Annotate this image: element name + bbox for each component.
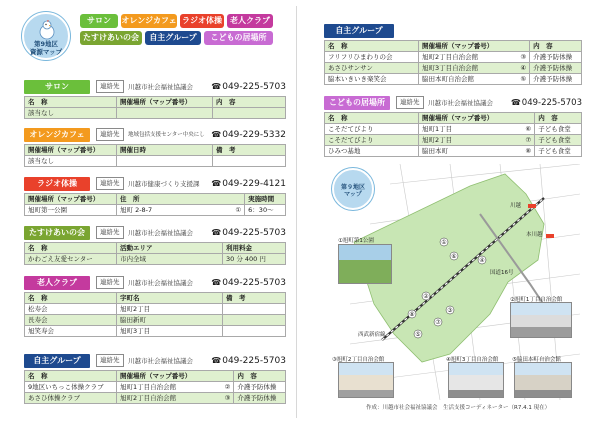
- table-cell: 介護予防体操: [234, 393, 286, 404]
- senior-club-title: 老人クラブ: [24, 276, 90, 290]
- col-header: 開催場所（マップ番号）: [419, 41, 530, 52]
- credit-line: 作成：川越市社会福祉協議会 生活支援コーディネーター（R7.4.1 現在）: [366, 405, 551, 411]
- radio-exercise-table: [24, 193, 286, 216]
- col-header: 備 考: [213, 145, 286, 156]
- phone-icon: ☎: [211, 278, 222, 287]
- mutual-aid-title: たすけあいの会: [24, 226, 90, 240]
- col-header: 字町名: [117, 293, 223, 304]
- map-number: ③: [517, 52, 529, 63]
- table-cell: 旭町2丁目: [117, 304, 223, 315]
- senior-club-phone: ☎049-225-5703: [211, 278, 286, 288]
- svg-text:④: ④: [479, 257, 485, 264]
- salon-section: [24, 80, 286, 119]
- table-cell: [223, 315, 286, 326]
- table-cell: こそだてびより: [325, 135, 419, 146]
- table-cell: [213, 156, 286, 167]
- table-cell: 6：30～: [245, 205, 286, 216]
- contact-label: 連絡先: [96, 276, 124, 289]
- svg-text:②: ②: [423, 293, 429, 300]
- phone-icon: ☎: [211, 356, 222, 365]
- table-cell: 介護予防体操: [530, 52, 582, 63]
- table-cell: あさひ体操クラブ: [25, 393, 117, 404]
- kids-place-section: [324, 96, 582, 157]
- table-cell: 9地区いちっこ体操クラブ: [25, 382, 117, 393]
- photo-label: ⑤脇田本町自治会館: [512, 357, 561, 363]
- self-help-group-title: 自主グループ: [24, 354, 90, 368]
- salon-table: [24, 96, 286, 119]
- orange-cafe-phone: ☎049-229-5332: [211, 130, 286, 140]
- mutual-aid-phone: ☎049-225-5703: [211, 228, 286, 238]
- phone-icon: ☎: [211, 228, 222, 237]
- table-cell: かわごえ友愛センター: [25, 254, 117, 265]
- road-label: 国道16号: [490, 270, 514, 276]
- table-cell: 子ども食堂: [535, 124, 582, 135]
- chip-radio-exercise: ラジオ体操: [180, 14, 224, 28]
- station-label: 川越: [510, 203, 522, 209]
- table-cell: 旭町2丁目自治会館: [419, 52, 518, 63]
- map-badge: [332, 168, 374, 210]
- table-cell: 旭笑寿会: [25, 326, 117, 337]
- bird-mascot-icon: [38, 20, 56, 40]
- chip-orange-cafe: オレンジカフェ: [121, 14, 177, 28]
- salon-org: 川越市社会福祉協議会: [128, 83, 193, 91]
- kids-place-title: こどもの居場所: [324, 96, 390, 110]
- col-header: 住 所: [117, 194, 245, 205]
- table-cell: こそだてびより: [325, 124, 419, 135]
- station-label: 本川越: [526, 232, 543, 238]
- mutual-aid-table: [24, 242, 286, 265]
- col-header: 活動エリア: [117, 243, 223, 254]
- table-cell: 市内全域: [117, 254, 223, 265]
- table-cell: 脇田本町: [419, 146, 523, 157]
- col-header: 内 容: [535, 113, 582, 124]
- radio-exercise-section: [24, 177, 286, 216]
- table-cell: 子ども食堂: [535, 135, 582, 146]
- col-header: 名 称: [25, 293, 117, 304]
- photo-hall-4: [514, 362, 572, 398]
- kids-place-phone: ☎049-225-5703: [510, 98, 582, 108]
- orange-cafe-section: [24, 128, 286, 167]
- table-cell: [223, 326, 286, 337]
- table-cell: 脇田本町自治会館: [419, 74, 518, 85]
- col-header: 開催場所（マップ番号）: [25, 194, 117, 205]
- self-help-group-table: [24, 370, 286, 404]
- table-cell: [213, 108, 286, 119]
- table-cell: [223, 304, 286, 315]
- orange-cafe-table: [24, 144, 286, 167]
- phone-icon: ☎: [211, 130, 222, 139]
- col-header: 開催場所（マップ番号）: [117, 371, 234, 382]
- photo-label: ②旭町1丁目自治会館: [510, 297, 563, 303]
- radio-exercise-phone: ☎049-229-4121: [211, 179, 286, 189]
- contact-label: 連絡先: [96, 226, 124, 239]
- self-help-group-right-table: [324, 40, 582, 85]
- table-cell: 旭町3丁目自治会館: [419, 63, 518, 74]
- map-badge-title: 第９地区 マップ: [340, 184, 365, 198]
- col-header: 利用料金: [223, 243, 286, 254]
- svg-text:⑤: ⑤: [415, 331, 421, 338]
- map-number: ④: [517, 63, 529, 74]
- kids-place-org: 川越市社会福祉協議会: [428, 99, 493, 107]
- district-map: [330, 164, 580, 400]
- photo-label: ①旭町第1公園: [338, 238, 374, 244]
- table-cell: 介護予防体操: [530, 63, 582, 74]
- col-header: 名 称: [25, 243, 117, 254]
- table-cell: 旭町第一公園: [25, 205, 117, 216]
- kids-place-table: [324, 112, 582, 157]
- table-cell: 松寿会: [25, 304, 117, 315]
- col-header: 開催場所（マップ番号）: [419, 113, 535, 124]
- col-header: 名 称: [25, 97, 117, 108]
- radio-exercise-title: ラジオ体操: [24, 177, 90, 191]
- self-help-group-org: 川越市社会福祉協議会: [128, 357, 193, 365]
- col-header: 実施時間: [245, 194, 286, 205]
- table-cell: 旭町2丁目: [419, 135, 523, 146]
- table-cell: 該当なし: [25, 108, 117, 119]
- self-help-group-phone: ☎049-225-5703: [211, 356, 286, 366]
- phone-icon: ☎: [510, 98, 521, 107]
- col-header: 開催日時: [117, 145, 213, 156]
- col-header: 内 容: [213, 97, 286, 108]
- self-help-group-right-title: 自主グループ: [324, 24, 394, 38]
- contact-label: 連絡先: [396, 96, 424, 109]
- table-cell: 旭町 2-8-7: [117, 205, 233, 216]
- table-cell: 脇田新町: [117, 315, 223, 326]
- chip-kids-place: こどもの居場所: [204, 31, 273, 45]
- senior-club-org: 川越市社会福祉協議会: [128, 279, 193, 287]
- map-number: ⑥: [522, 124, 534, 135]
- photo-hall-2: [338, 362, 394, 398]
- col-header: 内 容: [234, 371, 286, 382]
- svg-text:①: ①: [441, 239, 447, 246]
- photo-hall-3: [448, 362, 504, 398]
- contact-label: 連絡先: [96, 80, 124, 93]
- table-cell: 子ども食堂: [535, 146, 582, 157]
- col-header: 開催場所（マップ番号）: [25, 145, 117, 156]
- table-cell: フリフリひまわりの会: [325, 52, 419, 63]
- contact-label: 連絡先: [96, 177, 124, 190]
- page-fold: [296, 6, 297, 418]
- mutual-aid-section: [24, 226, 286, 265]
- table-cell: 該当なし: [25, 156, 117, 167]
- phone-icon: ☎: [211, 82, 222, 91]
- map-number: ③: [222, 393, 234, 404]
- table-cell: 旭町1丁目: [419, 124, 523, 135]
- table-cell: 旭町1丁目自治会館: [117, 382, 222, 393]
- salon-title: サロン: [24, 80, 90, 94]
- svg-text:⑥: ⑥: [451, 253, 457, 260]
- photo-label: ③旭町2丁目自治会館: [332, 357, 385, 363]
- map-number: ②: [222, 382, 234, 393]
- table-cell: [117, 156, 213, 167]
- phone-icon: ☎: [211, 179, 222, 188]
- radio-exercise-org: 川越市健康づくり支援課: [128, 180, 200, 188]
- railway-label: 西武新宿線: [358, 332, 386, 338]
- photo-label: ④旭町3丁目自治会館: [446, 357, 499, 363]
- svg-text:③: ③: [447, 307, 453, 314]
- table-cell: 30 分 400 円: [223, 254, 286, 265]
- salon-phone: ☎049-225-5703: [211, 82, 286, 92]
- table-cell: あさひサンサン: [325, 63, 419, 74]
- table-cell: 介護予防体操: [530, 74, 582, 85]
- photo-park: [338, 244, 392, 284]
- table-cell: 旭町2丁目自治会館: [117, 393, 222, 404]
- chip-salon: サロン: [80, 14, 118, 28]
- col-header: 開催場所（マップ番号）: [117, 97, 213, 108]
- table-cell: 長寿会: [25, 315, 117, 326]
- senior-club-section: [24, 276, 286, 337]
- chip-senior-club: 老人クラブ: [227, 14, 273, 28]
- svg-text:⑧: ⑧: [409, 311, 415, 318]
- map-number: ①: [232, 205, 244, 216]
- orange-cafe-title: オレンジカフェ: [24, 128, 90, 142]
- contact-label: 連絡先: [96, 128, 124, 141]
- self-help-group-right-section: [324, 24, 582, 85]
- table-cell: 介護予防体操: [234, 382, 286, 393]
- table-cell: [117, 108, 213, 119]
- self-help-group-section: [24, 354, 286, 404]
- map-number: ⑤: [517, 74, 529, 85]
- photo-hall-1: [510, 302, 572, 338]
- table-cell: ひみつ基地: [325, 146, 419, 157]
- district-title: 第9地区 資源マップ: [29, 40, 63, 56]
- table-cell: 旭町3丁目: [117, 326, 223, 337]
- col-header: 内 容: [530, 41, 582, 52]
- contact-label: 連絡先: [96, 354, 124, 367]
- table-cell: 脇本いきいき楽笑会: [325, 74, 419, 85]
- mutual-aid-org: 川越市社会福祉協議会: [128, 229, 193, 237]
- col-header: 名 称: [325, 41, 419, 52]
- chip-mutual-aid: たすけあいの会: [80, 31, 142, 45]
- map-number: ⑧: [522, 146, 534, 157]
- map-number: ⑦: [522, 135, 534, 146]
- col-header: 名 称: [325, 113, 419, 124]
- senior-club-table: [24, 292, 286, 337]
- svg-text:⑦: ⑦: [435, 319, 441, 326]
- chip-self-help-group: 自主グループ: [145, 31, 201, 45]
- col-header: 備 考: [223, 293, 286, 304]
- district-mascot-badge: [22, 12, 70, 60]
- col-header: 名 称: [25, 371, 117, 382]
- orange-cafe-org: 地域包括支援センター中央にし: [128, 132, 205, 138]
